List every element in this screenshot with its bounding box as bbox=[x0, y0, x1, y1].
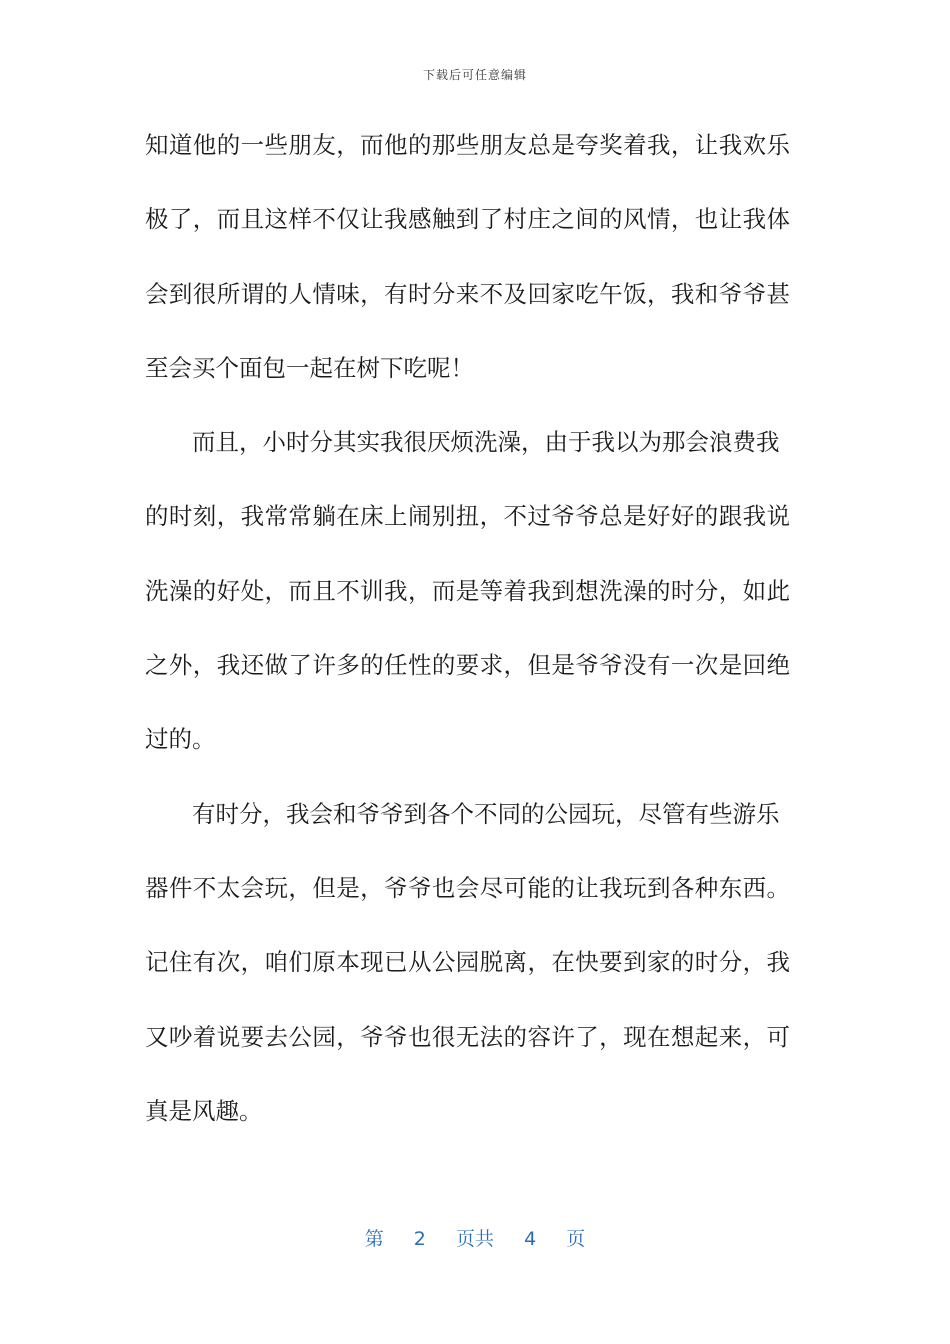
footer-prefix: 第 bbox=[364, 1228, 384, 1250]
paragraph-line: 器件不太会玩，但是，爷爷也会尽可能的让我玩到各种东西。 bbox=[145, 873, 790, 902]
document-body bbox=[145, 112, 790, 1152]
paragraph-line: 会到很所谓的人情味，有时分来不及回家吃午饭，我和爷爷甚 bbox=[145, 279, 790, 308]
footer-total-pages: 4 bbox=[524, 1228, 537, 1250]
paragraph-line: 极了，而且这样不仅让我感触到了村庄之间的风情，也让我体 bbox=[145, 205, 790, 234]
paragraph-line: 至会买个面包一起在树下吃呢！ bbox=[145, 353, 474, 382]
paragraph-line: 过的。 bbox=[145, 725, 216, 754]
paragraph-line: 真是风趣。 bbox=[145, 1096, 263, 1125]
paragraph-line: 的时刻，我常常躺在床上闹别扭，不过爷爷总是好好的跟我说 bbox=[145, 502, 790, 531]
paragraph-line: 又吵着说要去公园，爷爷也很无法的容许了，现在想起来，可 bbox=[145, 1022, 790, 1051]
paragraph-first-line: 有时分，我会和爷爷到各个不同的公园玩，尽管有些游乐 bbox=[192, 799, 780, 828]
paragraph-first-line: 而且，小时分其实我很厌烦洗澡，由于我以为那会浪费我 bbox=[192, 428, 780, 457]
paragraph-line: 洗澡的好处，而且不训我，而是等着我到想洗澡的时分，如此 bbox=[145, 576, 790, 605]
paragraph-line: 之外，我还做了许多的任性的要求，但是爷爷没有一次是回绝 bbox=[145, 651, 790, 680]
paragraph-line: 记住有次，咱们原本现已从公园脱离，在快要到家的时分，我 bbox=[145, 948, 790, 977]
page-footer bbox=[0, 1224, 950, 1251]
footer-middle: 页共 bbox=[455, 1228, 494, 1250]
footer-suffix: 页 bbox=[566, 1228, 586, 1250]
paragraph-line: 知道他的一些朋友，而他的那些朋友总是夸奖着我，让我欢乐 bbox=[145, 131, 790, 159]
page-header: 下载后可任意编辑 bbox=[422, 68, 527, 82]
footer-current-page: 2 bbox=[413, 1228, 426, 1250]
